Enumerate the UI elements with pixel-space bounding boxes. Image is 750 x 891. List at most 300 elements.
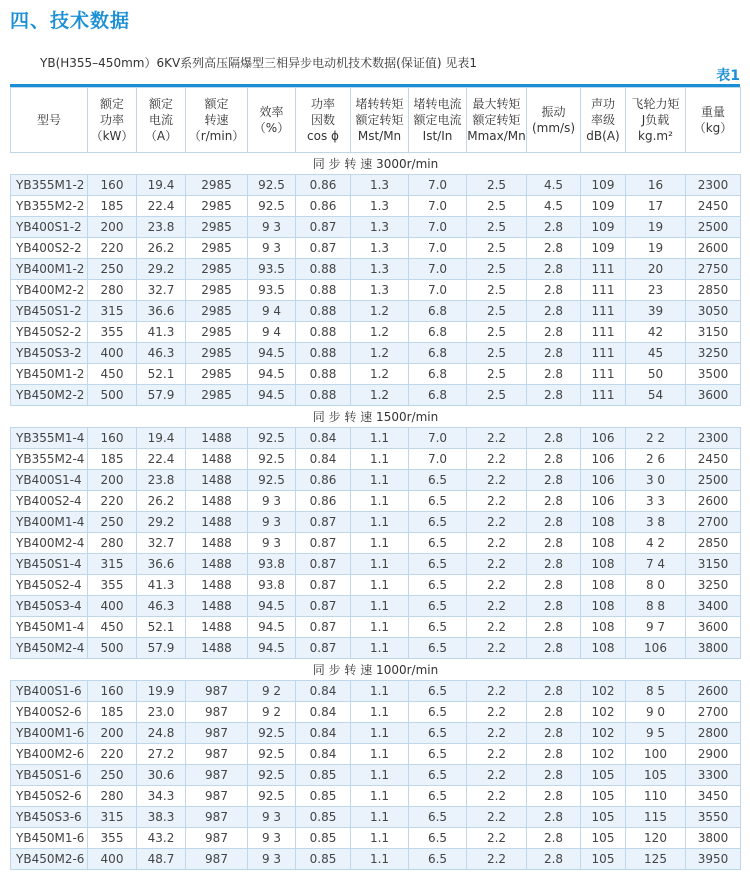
value-cell: 32.7: [137, 280, 186, 301]
value-cell: 48.7: [137, 849, 186, 870]
value-cell: 280: [88, 280, 137, 301]
value-cell: 106: [581, 449, 626, 470]
value-cell: 106: [626, 638, 686, 659]
value-cell: 6.5: [409, 596, 467, 617]
speed-section-title: 同 步 转 速 1000r/min: [11, 659, 741, 681]
value-cell: 92.5: [248, 175, 296, 196]
table-row: [11, 301, 741, 322]
value-cell: 220: [88, 744, 137, 765]
column-header: [467, 88, 527, 153]
value-cell: 6.5: [409, 807, 467, 828]
value-cell: 2300: [686, 175, 741, 196]
speed-section-header: [11, 153, 741, 175]
value-cell: 6.5: [409, 744, 467, 765]
value-cell: 2.5: [467, 259, 527, 280]
column-header-line: 堵转电流: [413, 97, 462, 111]
value-cell: 6.8: [409, 301, 467, 322]
value-cell: 6.5: [409, 512, 467, 533]
value-cell: 115: [626, 807, 686, 828]
value-cell: 987: [186, 786, 248, 807]
table-row: [11, 217, 741, 238]
value-cell: 2985: [186, 280, 248, 301]
value-cell: 987: [186, 765, 248, 786]
header-row: [11, 88, 741, 153]
column-header: [351, 88, 409, 153]
value-cell: 1.1: [351, 744, 409, 765]
column-header-line: 额定转矩: [472, 113, 521, 127]
value-cell: 1.3: [351, 175, 409, 196]
value-cell: 987: [186, 744, 248, 765]
value-cell: 3 8: [626, 512, 686, 533]
value-cell: 93.8: [248, 554, 296, 575]
value-cell: 108: [581, 533, 626, 554]
model-cell: YB400S2-2: [11, 238, 88, 259]
value-cell: 0.87: [296, 554, 351, 575]
value-cell: 6.5: [409, 470, 467, 491]
value-cell: 0.84: [296, 681, 351, 702]
value-cell: 105: [581, 765, 626, 786]
value-cell: 1.1: [351, 428, 409, 449]
value-cell: 987: [186, 849, 248, 870]
model-cell: YB355M1-2: [11, 175, 88, 196]
value-cell: 100: [626, 744, 686, 765]
value-cell: 2.5: [467, 238, 527, 259]
value-cell: 2800: [686, 723, 741, 744]
column-header-line: （%）: [253, 121, 290, 135]
value-cell: 0.87: [296, 596, 351, 617]
value-cell: 185: [88, 196, 137, 217]
column-header-line: kg.m²: [638, 129, 673, 143]
model-cell: YB400M2-4: [11, 533, 88, 554]
column-header-line: 额定: [204, 97, 229, 111]
value-cell: 1.1: [351, 807, 409, 828]
value-cell: 1488: [186, 554, 248, 575]
table-row: [11, 786, 741, 807]
column-header-line: dB(A): [586, 129, 620, 143]
value-cell: 450: [88, 617, 137, 638]
column-header-line: 额定: [99, 97, 124, 111]
value-cell: 36.6: [137, 301, 186, 322]
value-cell: 105: [581, 807, 626, 828]
value-cell: 108: [581, 554, 626, 575]
value-cell: 3150: [686, 322, 741, 343]
value-cell: 2.8: [527, 702, 581, 723]
table-row: [11, 575, 741, 596]
value-cell: 315: [88, 301, 137, 322]
value-cell: 36.6: [137, 554, 186, 575]
value-cell: 7.0: [409, 428, 467, 449]
column-header-line: 型号: [36, 113, 61, 127]
value-cell: 19.4: [137, 175, 186, 196]
table-row: [11, 491, 741, 512]
value-cell: 1.3: [351, 217, 409, 238]
value-cell: 6.5: [409, 765, 467, 786]
value-cell: 6.5: [409, 828, 467, 849]
value-cell: 111: [581, 343, 626, 364]
value-cell: 2.8: [527, 765, 581, 786]
value-cell: 0.88: [296, 259, 351, 280]
value-cell: 987: [186, 723, 248, 744]
value-cell: 2.8: [527, 259, 581, 280]
column-header: [186, 88, 248, 153]
table-row: [11, 533, 741, 554]
column-header-line: 振动: [541, 105, 566, 119]
value-cell: 2.8: [527, 470, 581, 491]
value-cell: 2.2: [467, 807, 527, 828]
model-cell: YB400S1-6: [11, 681, 88, 702]
value-cell: 6.5: [409, 723, 467, 744]
value-cell: 2.8: [527, 217, 581, 238]
value-cell: 17: [626, 196, 686, 217]
value-cell: 120: [626, 828, 686, 849]
value-cell: 9 7: [626, 617, 686, 638]
value-cell: 2.2: [467, 681, 527, 702]
column-header: [626, 88, 686, 153]
value-cell: 3 3: [626, 491, 686, 512]
value-cell: 92.5: [248, 723, 296, 744]
value-cell: 7.0: [409, 196, 467, 217]
value-cell: 9 5: [626, 723, 686, 744]
value-cell: 6.5: [409, 533, 467, 554]
value-cell: 111: [581, 280, 626, 301]
value-cell: 111: [581, 364, 626, 385]
value-cell: 160: [88, 175, 137, 196]
model-cell: YB450S3-2: [11, 343, 88, 364]
column-header: [248, 88, 296, 153]
value-cell: 92.5: [248, 470, 296, 491]
value-cell: 38.3: [137, 807, 186, 828]
value-cell: 3150: [686, 554, 741, 575]
value-cell: 2.8: [527, 428, 581, 449]
value-cell: 2850: [686, 533, 741, 554]
table-row: [11, 849, 741, 870]
value-cell: 2300: [686, 428, 741, 449]
table-number: 表1: [716, 68, 740, 84]
value-cell: 280: [88, 786, 137, 807]
value-cell: 0.87: [296, 638, 351, 659]
value-cell: 250: [88, 765, 137, 786]
value-cell: 102: [581, 723, 626, 744]
column-header-line: 功率: [310, 97, 335, 111]
value-cell: 111: [581, 385, 626, 406]
value-cell: 92.5: [248, 428, 296, 449]
value-cell: 108: [581, 575, 626, 596]
value-cell: 2.8: [527, 512, 581, 533]
value-cell: 9 4: [248, 301, 296, 322]
column-header-line: 额定转矩: [355, 113, 404, 127]
value-cell: 2985: [186, 385, 248, 406]
value-cell: 0.85: [296, 849, 351, 870]
value-cell: 2700: [686, 702, 741, 723]
value-cell: 106: [581, 470, 626, 491]
value-cell: 2450: [686, 196, 741, 217]
model-cell: YB450S2-6: [11, 786, 88, 807]
value-cell: 2.5: [467, 343, 527, 364]
value-cell: 450: [88, 364, 137, 385]
value-cell: 1.1: [351, 554, 409, 575]
value-cell: 3050: [686, 301, 741, 322]
value-cell: 1.2: [351, 322, 409, 343]
value-cell: 2.8: [527, 723, 581, 744]
value-cell: 0.87: [296, 575, 351, 596]
column-header-line: （kW）: [90, 129, 134, 143]
value-cell: 1.1: [351, 449, 409, 470]
value-cell: 111: [581, 301, 626, 322]
value-cell: 6.5: [409, 554, 467, 575]
value-cell: 7.0: [409, 449, 467, 470]
value-cell: 108: [581, 596, 626, 617]
value-cell: 92.5: [248, 744, 296, 765]
column-header: [409, 88, 467, 153]
value-cell: 2.2: [467, 575, 527, 596]
value-cell: 34.3: [137, 786, 186, 807]
value-cell: 39: [626, 301, 686, 322]
value-cell: 3250: [686, 343, 741, 364]
model-cell: YB400S1-4: [11, 470, 88, 491]
model-cell: YB400M2-6: [11, 744, 88, 765]
value-cell: 2.2: [467, 702, 527, 723]
value-cell: 3 0: [626, 470, 686, 491]
value-cell: 2.8: [527, 828, 581, 849]
value-cell: 2.2: [467, 638, 527, 659]
value-cell: 2.2: [467, 449, 527, 470]
model-cell: YB355M2-2: [11, 196, 88, 217]
value-cell: 102: [581, 744, 626, 765]
value-cell: 2.8: [527, 301, 581, 322]
value-cell: 2.2: [467, 849, 527, 870]
value-cell: 2.2: [467, 786, 527, 807]
value-cell: 1.1: [351, 828, 409, 849]
value-cell: 1.1: [351, 849, 409, 870]
value-cell: 0.88: [296, 364, 351, 385]
value-cell: 7.0: [409, 259, 467, 280]
value-cell: 9 2: [248, 681, 296, 702]
value-cell: 2.8: [527, 849, 581, 870]
column-header-line: （A）: [144, 129, 178, 143]
value-cell: 6.5: [409, 638, 467, 659]
column-header-line: 电流: [148, 113, 173, 127]
value-cell: 1488: [186, 638, 248, 659]
value-cell: 3500: [686, 364, 741, 385]
value-cell: 30.6: [137, 765, 186, 786]
value-cell: 0.87: [296, 238, 351, 259]
value-cell: 9 3: [248, 238, 296, 259]
speed-section-header: [11, 406, 741, 428]
value-cell: 6.8: [409, 343, 467, 364]
column-header-line: 功率: [99, 113, 124, 127]
value-cell: 3600: [686, 617, 741, 638]
value-cell: 2750: [686, 259, 741, 280]
value-cell: 1488: [186, 491, 248, 512]
value-cell: 0.84: [296, 744, 351, 765]
value-cell: 2450: [686, 449, 741, 470]
value-cell: 9 2: [248, 702, 296, 723]
value-cell: 52.1: [137, 364, 186, 385]
value-cell: 0.85: [296, 765, 351, 786]
value-cell: 6.5: [409, 702, 467, 723]
value-cell: 987: [186, 807, 248, 828]
value-cell: 1488: [186, 533, 248, 554]
value-cell: 45: [626, 343, 686, 364]
value-cell: 2700: [686, 512, 741, 533]
value-cell: 4 2: [626, 533, 686, 554]
value-cell: 2900: [686, 744, 741, 765]
column-header-line: Mmax/Mn: [467, 129, 526, 143]
value-cell: 2.5: [467, 301, 527, 322]
value-cell: 105: [581, 828, 626, 849]
column-header-line: J负载: [641, 113, 670, 127]
value-cell: 6.5: [409, 491, 467, 512]
value-cell: 2.2: [467, 723, 527, 744]
value-cell: 2.5: [467, 385, 527, 406]
column-header-line: 转速: [204, 113, 229, 127]
value-cell: 92.5: [248, 449, 296, 470]
column-header-line: 飞轮力矩: [631, 97, 680, 111]
column-header: [296, 88, 351, 153]
value-cell: 2500: [686, 470, 741, 491]
value-cell: 2 2: [626, 428, 686, 449]
value-cell: 92.5: [248, 786, 296, 807]
column-header-line: cos ϕ: [307, 129, 339, 143]
value-cell: 0.84: [296, 723, 351, 744]
model-cell: YB400M1-6: [11, 723, 88, 744]
value-cell: 200: [88, 723, 137, 744]
value-cell: 2985: [186, 196, 248, 217]
value-cell: 2.8: [527, 575, 581, 596]
value-cell: 315: [88, 807, 137, 828]
value-cell: 2500: [686, 217, 741, 238]
value-cell: 2.2: [467, 491, 527, 512]
motor-spec-table: [10, 87, 741, 870]
value-cell: 23.8: [137, 470, 186, 491]
value-cell: 94.5: [248, 364, 296, 385]
table-row: [11, 470, 741, 491]
value-cell: 7.0: [409, 217, 467, 238]
value-cell: 8 5: [626, 681, 686, 702]
value-cell: 9 0: [626, 702, 686, 723]
value-cell: 160: [88, 428, 137, 449]
column-header-line: (mm/s): [531, 121, 576, 135]
value-cell: 1.1: [351, 702, 409, 723]
table-row: [11, 807, 741, 828]
value-cell: 6.5: [409, 575, 467, 596]
value-cell: 108: [581, 638, 626, 659]
value-cell: 1488: [186, 470, 248, 491]
value-cell: 220: [88, 491, 137, 512]
table-row: [11, 554, 741, 575]
value-cell: 32.7: [137, 533, 186, 554]
value-cell: 0.87: [296, 533, 351, 554]
value-cell: 2.8: [527, 807, 581, 828]
table-row: [11, 638, 741, 659]
value-cell: 102: [581, 681, 626, 702]
value-cell: 9 3: [248, 217, 296, 238]
value-cell: 109: [581, 217, 626, 238]
value-cell: 3400: [686, 596, 741, 617]
value-cell: 27.2: [137, 744, 186, 765]
value-cell: 1.3: [351, 280, 409, 301]
value-cell: 987: [186, 702, 248, 723]
model-cell: YB450M1-4: [11, 617, 88, 638]
value-cell: 1.2: [351, 343, 409, 364]
value-cell: 93.5: [248, 280, 296, 301]
model-cell: YB400M1-4: [11, 512, 88, 533]
model-cell: YB400M1-2: [11, 259, 88, 280]
value-cell: 0.84: [296, 428, 351, 449]
value-cell: 1.1: [351, 512, 409, 533]
value-cell: 280: [88, 533, 137, 554]
table-row: [11, 681, 741, 702]
value-cell: 2.8: [527, 280, 581, 301]
value-cell: 6.5: [409, 617, 467, 638]
value-cell: 8 8: [626, 596, 686, 617]
value-cell: 0.85: [296, 786, 351, 807]
model-cell: YB450M2-4: [11, 638, 88, 659]
column-header: [581, 88, 626, 153]
value-cell: 2.2: [467, 554, 527, 575]
column-header-line: 率级: [590, 113, 615, 127]
value-cell: 3550: [686, 807, 741, 828]
speed-section-title: 同 步 转 速 1500r/min: [11, 406, 741, 428]
value-cell: 1.2: [351, 385, 409, 406]
value-cell: 0.85: [296, 807, 351, 828]
value-cell: 9 3: [248, 512, 296, 533]
value-cell: 109: [581, 175, 626, 196]
column-header-line: 堵转转矩: [355, 97, 404, 111]
value-cell: 0.88: [296, 280, 351, 301]
value-cell: 2985: [186, 217, 248, 238]
table-row: [11, 828, 741, 849]
value-cell: 2.8: [527, 343, 581, 364]
value-cell: 0.85: [296, 828, 351, 849]
value-cell: 7.0: [409, 280, 467, 301]
model-cell: YB450M2-6: [11, 849, 88, 870]
value-cell: 106: [581, 428, 626, 449]
value-cell: 23.0: [137, 702, 186, 723]
value-cell: 125: [626, 849, 686, 870]
value-cell: 1488: [186, 575, 248, 596]
value-cell: 9 4: [248, 322, 296, 343]
value-cell: 29.2: [137, 512, 186, 533]
value-cell: 57.9: [137, 385, 186, 406]
value-cell: 108: [581, 617, 626, 638]
value-cell: 2.8: [527, 617, 581, 638]
value-cell: 50: [626, 364, 686, 385]
value-cell: 0.86: [296, 175, 351, 196]
column-header: [137, 88, 186, 153]
value-cell: 400: [88, 849, 137, 870]
value-cell: 2.8: [527, 385, 581, 406]
value-cell: 4.5: [527, 175, 581, 196]
value-cell: 93.8: [248, 575, 296, 596]
value-cell: 1.1: [351, 596, 409, 617]
value-cell: 1.1: [351, 681, 409, 702]
value-cell: 19.4: [137, 428, 186, 449]
value-cell: 9 3: [248, 491, 296, 512]
value-cell: 1488: [186, 428, 248, 449]
value-cell: 1488: [186, 596, 248, 617]
model-cell: YB450S2-4: [11, 575, 88, 596]
value-cell: 400: [88, 343, 137, 364]
model-cell: YB355M1-4: [11, 428, 88, 449]
value-cell: 355: [88, 575, 137, 596]
value-cell: 0.87: [296, 217, 351, 238]
value-cell: 1.1: [351, 638, 409, 659]
table-row: [11, 196, 741, 217]
value-cell: 3450: [686, 786, 741, 807]
value-cell: 2.8: [527, 554, 581, 575]
value-cell: 1488: [186, 512, 248, 533]
